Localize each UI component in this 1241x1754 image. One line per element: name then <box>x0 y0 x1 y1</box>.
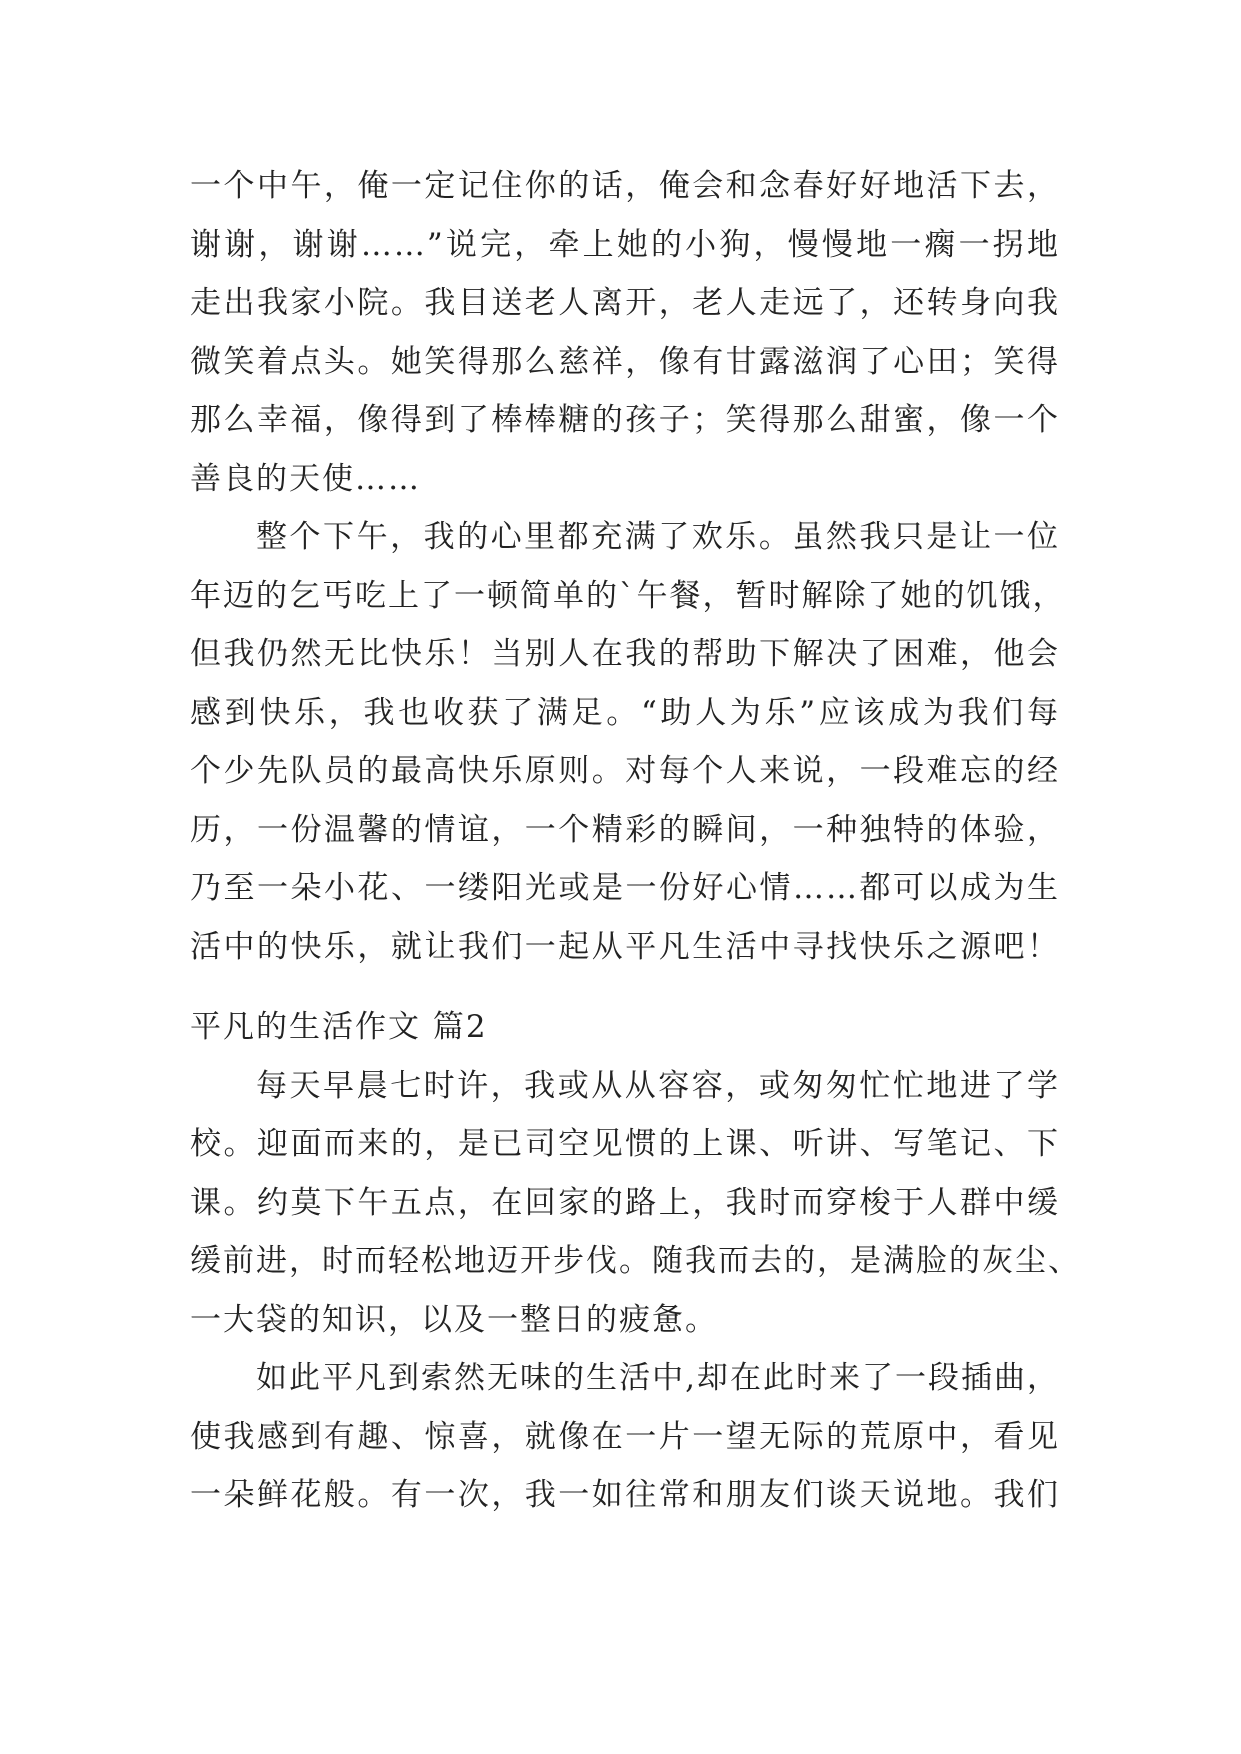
text-line: 一个中午，俺一定记住你的话，俺会和念春好好地活下去， <box>190 168 1060 204</box>
text-line: 课。约莫下午五点，在回家的路上，我时而穿梭于人群中缓 <box>190 1184 1060 1221</box>
text-line: 乃至一朵小花、一缕阳光或是一份好心情……都可以成为生 <box>190 870 1060 906</box>
paragraph-1 <box>190 157 1060 508</box>
text-line: 谢谢，谢谢……”说完，牵上她的小狗，慢慢地一瘸一拐地 <box>190 226 1060 263</box>
text-line: 一大袋的知识，以及一整日的疲惫。 <box>190 1301 718 1338</box>
paragraph-2 <box>190 508 1066 976</box>
text-line: 每天早晨七时许，我或从从容容，或匆匆忙忙地进了学 <box>256 1067 1060 1104</box>
text-line: 但我仍然无比快乐！当别人在我的帮助下解决了困难，他会 <box>190 636 1060 672</box>
document-body <box>190 157 1081 1525</box>
text-line: 校。迎面而来的，是已司空见惯的上课、听讲、写笔记、下 <box>190 1126 1060 1162</box>
text-line: 活中的快乐，就让我们一起从平凡生活中寻找快乐之源吧！ <box>190 928 1060 965</box>
text-line: 整个下午，我的心里都充满了欢乐。虽然我只是让一位 <box>256 519 1060 555</box>
text-line: 走出我家小院。我目送老人离开，老人走远了，还转身向我 <box>190 285 1060 321</box>
text-line: 缓前进，时而轻松地迈开步伐。随我而去的，是满脸的灰尘、 <box>190 1243 1081 1279</box>
text-line: 善良的天使…… <box>190 460 421 497</box>
text-line: 如此平凡到索然无味的生活中,却在此时来了一段插曲， <box>256 1360 1060 1396</box>
text-line: 一朵鲜花般。有一次，我一如往常和朋友们谈天说地。我们 <box>190 1477 1060 1513</box>
text-line: 历，一份温馨的情谊，一个精彩的瞬间，一种独特的体验， <box>190 811 1060 848</box>
text-line: 那么幸福，像得到了棒棒糖的孩子；笑得那么甜蜜，像一个 <box>190 402 1060 438</box>
text-line: 个少先队员的最高快乐原则。对每个人来说，一段难忘的经 <box>190 753 1060 789</box>
paragraph-3 <box>190 1057 1081 1350</box>
paragraph-4 <box>190 1349 1060 1525</box>
text-line: 使我感到有趣、惊喜，就像在一片一望无际的荒原中，看见 <box>190 1418 1060 1455</box>
text-line: 感到快乐，我也收获了满足。“助人为乐”应该成为我们每 <box>190 694 1060 731</box>
text-line: 微笑着点头。她笑得那么慈祥，像有甘露滋润了心田；笑得 <box>190 343 1060 380</box>
text-line: 年迈的乞丐吃上了一顿简单的`午餐，暂时解除了她的饥饿， <box>190 577 1066 614</box>
section-heading: 平凡的生活作文 篇2 <box>190 1009 488 1045</box>
